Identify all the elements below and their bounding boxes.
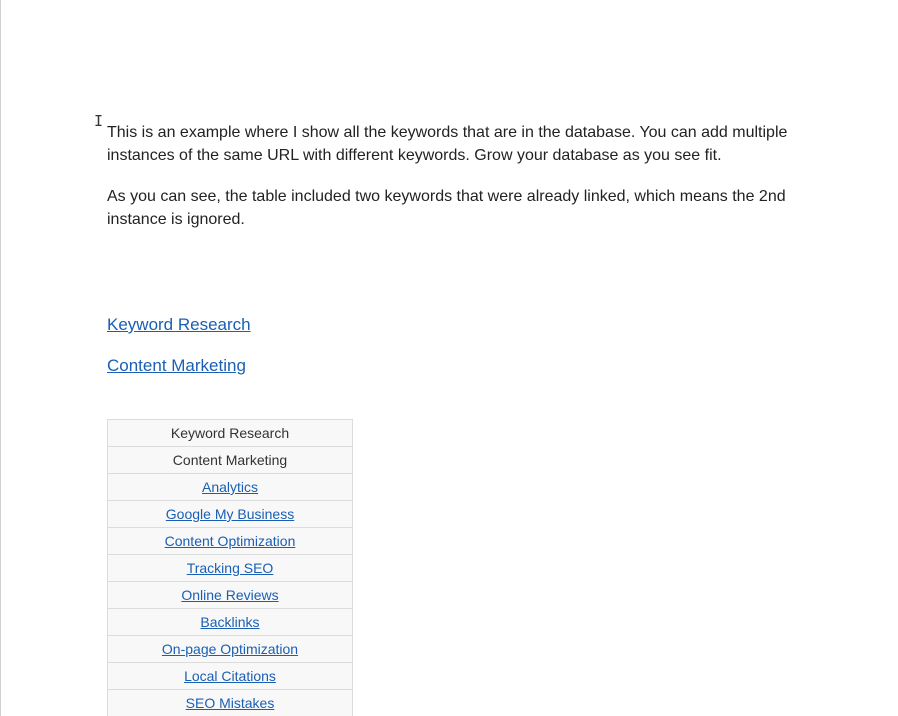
link-content-marketing[interactable]: Content Marketing: [107, 356, 246, 375]
table-row: [108, 690, 353, 716]
intro-paragraph: This is an example where I show all the keywords that are in the database. You can add multiple instances of the same URL with different keywords. Grow your database as you see fit.: [107, 124, 788, 164]
table-cell: [108, 474, 353, 501]
table-row: [108, 582, 353, 609]
table-cell: [108, 447, 353, 474]
table-cell: [108, 636, 353, 663]
keyword-link[interactable]: Online Reviews: [181, 587, 279, 603]
table-cell: [108, 528, 353, 555]
table-cell: [108, 582, 353, 609]
keyword-link[interactable]: SEO Mistakes: [185, 695, 275, 711]
keyword-text: Keyword Research: [170, 425, 290, 441]
keyword-table: [107, 419, 353, 716]
link-keyword-research[interactable]: Keyword Research: [107, 315, 251, 334]
article-body: [107, 121, 807, 249]
table-row: [108, 663, 353, 690]
text-cursor-icon: I: [94, 112, 104, 130]
table-cell: [108, 690, 353, 716]
table-cell: [108, 420, 353, 447]
table-cell: [108, 555, 353, 582]
keyword-link[interactable]: Analytics: [201, 479, 259, 495]
table-row: [108, 501, 353, 528]
table-cell: [108, 501, 353, 528]
table-row: [108, 555, 353, 582]
keyword-link[interactable]: On-page Optimization: [161, 641, 299, 657]
keyword-link[interactable]: Tracking SEO: [186, 560, 274, 576]
table-row: [108, 609, 353, 636]
keyword-links: [107, 313, 251, 395]
table-cell: [108, 663, 353, 690]
keyword-link[interactable]: Content Optimization: [164, 533, 296, 549]
keyword-link[interactable]: Local Citations: [184, 668, 276, 684]
keyword-text: Content Marketing: [172, 452, 288, 468]
table-row: [108, 528, 353, 555]
table-row: [108, 474, 353, 501]
table-row: [108, 447, 353, 474]
table-cell: [108, 609, 353, 636]
keyword-link[interactable]: Backlinks: [200, 614, 260, 630]
table-row: [108, 636, 353, 663]
table-row: [108, 420, 353, 447]
keyword-link[interactable]: Google My Business: [165, 506, 295, 522]
note-paragraph: As you can see, the table included two keywords that were already linked, which means the 2nd instance is ignored.: [107, 188, 786, 228]
